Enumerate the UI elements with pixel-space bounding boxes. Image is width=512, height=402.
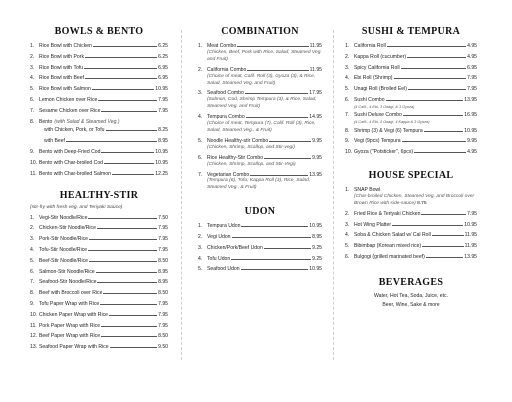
item-price: 8.50 [158, 333, 168, 340]
leader-line [101, 326, 157, 327]
item-name: Sushi Combo [354, 96, 385, 103]
item-price: 17.95 [309, 90, 322, 97]
menu-item: 7. Seafood-Stir Noodle/Rice 8.95 [30, 279, 168, 286]
item-name: Vegi (9pcs) Tempura [354, 138, 401, 145]
item-description: (Chicken, Shrimp, Scallop, and Stir-vegi) [207, 144, 295, 150]
menu-item: 8. Beef with Broccoli over Rice 8.50 [30, 290, 168, 297]
item-price: 10.95 [155, 149, 168, 156]
leader-line [421, 214, 466, 215]
item-description: (Chicken, Beef, Pork with Rice, Salad, Steamed Veg. and Fruit) [207, 49, 322, 62]
menu-item: 10. Chicken Paper Wrap with Rice 7.95 [30, 311, 168, 318]
item-name: Rice Bowl with Tofu [39, 64, 84, 71]
menu-item: 9. Tofu Paper Wrap with Rice 7.95 [30, 300, 168, 307]
menu-item: 1. California Roll 4.95 [345, 43, 477, 49]
section-title-bowls: BOWLS & BENTO [54, 26, 144, 37]
leader-line [414, 152, 466, 153]
item-description: (Chicken, Shrimp, Scallop, and Stir-Vegi) [207, 161, 296, 167]
leader-line [88, 218, 157, 219]
menu-item-snap: 1. SNAP Bowl [345, 187, 381, 194]
item-price: 6.25 [158, 53, 168, 60]
leader-line [394, 78, 467, 79]
leader-line [241, 226, 308, 227]
menu-item-bento-chicken: with Chicken, Pork, or Tofu 8.25 [44, 127, 168, 134]
item-name: Noodle Healthy-stir Combo [207, 137, 269, 144]
menu-item: 2. Kappa Roll (cucumber) 4.95 [345, 53, 477, 60]
leader-line [110, 347, 158, 348]
item-price: 4.95 [467, 53, 477, 60]
menu-item: 3. Rice Bowl with Tofu 6.95 [30, 64, 168, 71]
item-price: 6.95 [158, 75, 168, 82]
item-price: 9.95 [312, 154, 322, 161]
leader-line [89, 261, 157, 262]
menu-item: 2. Chicken-Stir Noodle/Rice 7.95 [30, 225, 168, 232]
item-price: 9.25 [312, 255, 322, 262]
leader-line [92, 89, 154, 90]
item-price: 9.25 [312, 244, 322, 251]
item-name: Tempura Udon [207, 223, 241, 230]
menu-item: 2. Rice Bowl with Pork 6.25 [30, 53, 168, 60]
item-price: 7.95 [467, 210, 477, 217]
item-price: 11.95 [464, 232, 477, 239]
item-price: 13.95 [309, 171, 322, 178]
item-name: Soba & Chicken Salad w/ Cal Roll [354, 232, 431, 239]
menu-item: 5. Noodle Healthy-stir Combo 9.95 [198, 137, 322, 144]
item-price: 10.95 [464, 221, 477, 228]
item-price: 7.95 [158, 300, 168, 307]
item-name: California Roll [354, 43, 386, 49]
healthy-note: (stir-fry with fresh veg. and Teriyaki Sauce) [30, 204, 123, 210]
item-name: Spicy California Roll [354, 64, 400, 71]
leader-line [386, 100, 464, 101]
menu-item: 4. Rice Bowl with Beef 6.95 [30, 75, 168, 82]
leader-line [89, 239, 157, 240]
menu-item: 5. Seafood Udon 10.95 [198, 266, 322, 273]
leader-line [101, 336, 157, 337]
udon-list [198, 223, 322, 273]
item-price: 6.95 [467, 64, 477, 71]
leader-line [403, 115, 463, 116]
item-name: Kappa Roll (cucumber) [354, 53, 407, 60]
leader-line [101, 111, 157, 112]
menu-item: 1. Vegi-Stir Noodle/Rice 7.50 [30, 214, 168, 221]
leader-line [88, 250, 157, 251]
sushi-list [345, 43, 477, 156]
leader-line [101, 152, 154, 153]
leader-line [85, 57, 157, 58]
bento-desc: (with Salad & Steamed Veg.) [54, 118, 120, 125]
item-price: 7.95 [158, 322, 168, 329]
menu-item: 1. Tempura Udon 10.95 [198, 223, 322, 230]
beverages-line-1: Water, Hot Tea, Soda, Juice, etc. [374, 292, 448, 299]
leader-line [392, 225, 463, 226]
beverages-line-2: Beer, Wine, Sake & more [382, 301, 440, 308]
column-left [30, 26, 168, 355]
leader-line [109, 315, 157, 316]
item-name: Ebi Roll (Shrimp) [354, 75, 393, 82]
section-title-beverages: BEVERAGES [378, 276, 444, 288]
menu-item: 3. Pork-Stir Noodle/Rice 7.95 [30, 236, 168, 243]
leader-line [269, 141, 311, 142]
leader-line [424, 131, 464, 132]
leader-line [264, 248, 311, 249]
item-name: Chicken Paper Wrap with Rice [39, 311, 108, 318]
leader-line [247, 70, 308, 71]
menu-item: 3. Chicken/Pork/Beef Udon 9.25 [198, 244, 322, 251]
leader-line [231, 259, 311, 260]
item-price: 7.50 [158, 214, 168, 221]
menu-item: 13. Seafood Paper Wrap with Rice 9.50 [30, 344, 168, 351]
item-price: 16.95 [464, 112, 477, 119]
leader-line [97, 228, 157, 229]
leader-line [408, 89, 466, 90]
leader-line [432, 235, 464, 236]
item-description: (Tempura (6), Tofu, Kappa Roll (3), Rice, Salad, Steamed Veg., & Fruit) [207, 178, 311, 191]
menu-item: 3. Hot Wing Platter 10.95 [345, 221, 477, 228]
leader-line [245, 93, 308, 94]
leader-line [402, 141, 466, 142]
combination-list [198, 43, 322, 192]
leader-line [237, 46, 308, 47]
menu-item: 8. Shrimp (3) & Vegi (6) Tempura 10.95 [345, 127, 477, 134]
item-name: Beef with Broccoli over Rice [39, 290, 103, 297]
item-price: 10.95 [155, 159, 168, 166]
menu-item-bento-beef: with Beef 8.95 [44, 138, 168, 145]
leader-line [250, 175, 308, 176]
item-price: 10.95 [309, 266, 322, 273]
leader-line [104, 163, 154, 164]
menu-item: 9. Vegi (9pcs) Tempura 9.95 [345, 138, 477, 145]
column-divider-right [333, 30, 334, 360]
item-price: 7.95 [467, 75, 477, 82]
leader-line [232, 237, 312, 238]
menu-item: 2. Fried Rice & Teriyaki Chicken 7.95 [345, 210, 477, 217]
menu-item: 5. Beef-Stir Noodle/Rice 8.50 [30, 257, 168, 264]
item-name: Gyoza ("Potsticker", 6pcs) [354, 149, 414, 156]
leader-line [93, 46, 157, 47]
menu-item: 9. Bento with Deep-Fried Cod 10.95 [30, 149, 168, 156]
leader-line [422, 246, 464, 247]
leader-line [241, 269, 309, 270]
leader-line [387, 46, 466, 47]
menu-item: 3. Seafood Combo 17.95 [198, 90, 322, 97]
menu-item: 4. Tofu Udon 9.25 [198, 255, 322, 262]
item-name: Pork-Stir Noodle/Rice [39, 236, 88, 243]
healthy-list [30, 215, 168, 351]
leader-line [407, 57, 466, 58]
column-right [345, 26, 477, 310]
item-name: Fried Rice & Teriyaki Chicken [354, 210, 421, 217]
menu-item: 11. Pork Paper Wrap with Rice 7.95 [30, 322, 168, 329]
menu-item: 6. Bulgogi (grilled marinated beef) 13.95 [345, 253, 477, 260]
item-price: 7.95 [467, 86, 477, 93]
menu-item: 3. Spicy California Roll 6.95 [345, 64, 477, 71]
item-price: 7.95 [158, 225, 168, 232]
section-title-udon: UDON [244, 206, 276, 218]
menu-item: 10. Bento with Char-broiled Cod 10.95 [30, 159, 168, 166]
menu-item: 7. Vegetarian Combo 13.95 [198, 171, 322, 178]
menu-item-bento: 8. Bento (with Salad & Steamed Veg.) [30, 118, 120, 125]
item-name: California Combo [207, 66, 247, 73]
item-price: 6.95 [158, 64, 168, 71]
snap-desc: (Char-broiled Chicken, Steamed Veg. and Broccoli over Brown Rice with side-sauce) 8.75 [354, 193, 475, 206]
menu-item: 1. Rice Bowl with Chicken 6.25 [30, 43, 168, 49]
item-price: 10.95 [464, 127, 477, 134]
item-name: Beef-Stir Noodle/Rice [39, 257, 88, 264]
item-description: (4 Calif., 4 Ebi, 3 Onagi, 4 Kappa & 3 Gyoza) [354, 120, 430, 125]
item-price: 7.95 [158, 246, 168, 253]
item-price: 6.25 [158, 43, 168, 49]
section-title-combination: COMBINATION [221, 26, 299, 37]
item-name: Vegi-Stir Noodle/Rice [39, 214, 88, 221]
item-name: Shrimp (3) & Vegi (6) Tempura [354, 127, 423, 134]
item-price: 11.95 [309, 43, 322, 49]
item-price: 4.95 [467, 149, 477, 156]
menu-item: 5. Bibimbap (Korean mixed rice) 11.95 [345, 243, 477, 250]
item-name: Hot Wing Platter [354, 221, 392, 228]
item-price: 4.95 [467, 43, 477, 49]
menu-item: 4. Soba & Chicken Salad w/ Cal Roll 11.95 [345, 232, 477, 239]
leader-line [103, 293, 157, 294]
item-price: 12.25 [155, 170, 168, 177]
menu-item: 10. Gyoza ("Potsticker", 6pcs) 4.95 [345, 149, 477, 156]
item-name: Seafood Paper Wrap with Rice [39, 344, 109, 351]
item-name: Bento with Deep-Fried Cod [39, 149, 101, 156]
item-name: Rice Bowl with Chicken [39, 43, 92, 49]
item-price: 8.95 [158, 279, 168, 286]
menu-item: 7. Sushi Deluxe Combo 16.95 [345, 112, 477, 119]
item-name: Meat Combo [207, 43, 237, 49]
leader-line [426, 257, 463, 258]
item-price: 11.95 [464, 243, 477, 250]
item-price: 10.95 [155, 86, 168, 93]
leader-line [100, 304, 157, 305]
item-name: Beef Paper Wrap with Rice [39, 333, 101, 340]
item-price: 14.95 [309, 114, 322, 121]
item-price: 7.95 [158, 236, 168, 243]
section-title-healthy: HEALTHY-STIR [59, 189, 139, 201]
item-price: 9.50 [158, 344, 168, 351]
item-description: (Choice of meat, Tempura (7), Calif. Roll (3), Rice, Salad, Steamed Veg., & Fruit) [207, 121, 316, 133]
item-name: Bibimbap (Korean mixed rice) [354, 243, 422, 250]
menu-item: 11. Bento with Char-broiled Salmon 12.25 [30, 170, 168, 177]
item-name: Pork Paper Wrap with Rice [39, 322, 101, 329]
item-price: 9.95 [467, 138, 477, 145]
item-name: Tofu Udon [207, 255, 231, 262]
item-description: (4 Calif., 4 Ebi, 3 Onagi, & 3 Gyoza) [354, 104, 415, 109]
menu-item: 6. Salmon-Stir Noodle/Rice 8.95 [30, 268, 168, 275]
menu-item: 2. Vegi Udon 8.95 [198, 234, 322, 241]
item-name: Unagi Roll (Broiled Eel) [354, 86, 407, 93]
section-title-sushi: SUSHI & TEMPURA [361, 26, 461, 37]
item-price: 8.50 [158, 257, 168, 264]
item-price: 7.95 [158, 311, 168, 318]
item-price: 7.95 [158, 107, 168, 114]
leader-line [84, 68, 157, 69]
menu-item: 6. Sushi Combo 13.95 [345, 96, 477, 103]
menu-item: 6. Lemon Chicken over Rice 7.95 [30, 96, 168, 103]
item-name: Lemon Chicken over Rice [39, 96, 98, 103]
item-price: 10.95 [309, 223, 322, 230]
leader-line [264, 158, 311, 159]
bowls-list-2 [30, 149, 168, 178]
item-name: Sesame Chicken over Rice [39, 107, 101, 114]
item-price: 11.95 [309, 66, 322, 73]
item-name: Rice Bowl with Pork [39, 53, 85, 60]
item-price: 13.95 [464, 96, 477, 103]
item-name: Bento with Char-broiled Cod [39, 159, 103, 166]
menu-item: 1. Meat Combo 11.95 [198, 43, 322, 49]
menu-item: 5. Rice Bowl with Salmon 10.95 [30, 86, 168, 93]
menu-item: 12. Beef Paper Wrap with Rice 8.50 [30, 333, 168, 340]
menu-item: 5. Unagi Roll (Broiled Eel) 7.95 [345, 86, 477, 93]
column-middle [198, 26, 322, 277]
item-name: Tofu-Stir Noodle/Rice [39, 246, 88, 253]
leader-line [98, 100, 157, 101]
bowls-list [30, 43, 168, 115]
leader-line [97, 282, 157, 283]
menu-item: 4. Tempura Combo 14.95 [198, 114, 322, 121]
leader-line [96, 272, 157, 273]
item-price: 8.95 [312, 234, 322, 241]
item-description: (Choice of meat, Calif. Roll (3), Gyoza (3), & Rice, Salad, Steamed Veg. and Fruit) [207, 73, 316, 86]
item-price: 13.95 [464, 253, 477, 260]
leader-line [401, 68, 467, 69]
item-price: 8.95 [158, 268, 168, 275]
leader-line [112, 174, 154, 175]
item-name: Bento with Char-broiled Salmon [39, 170, 111, 177]
item-price: 9.95 [312, 137, 322, 144]
item-name: Vegi Udon [207, 234, 231, 241]
item-name: Tofu Paper Wrap with Rice [39, 300, 100, 307]
item-name: Seafood Combo [207, 90, 244, 97]
menu-item: 4. Tofu-Stir Noodle/Rice 7.95 [30, 246, 168, 253]
house-list [345, 187, 477, 261]
item-price: 7.95 [158, 96, 168, 103]
item-name: Rice Healthy-Stir Combo [207, 154, 264, 161]
column-divider-left [181, 30, 182, 360]
menu-item: 2. California Combo 11.95 [198, 66, 322, 73]
item-name: Sushi Deluxe Combo [354, 112, 402, 119]
item-name: Bulgogi (grilled marinated beef) [354, 253, 425, 260]
house-items [345, 211, 477, 261]
item-name: Seafood-Stir Noodle/Rice [39, 279, 97, 286]
leader-line [246, 117, 309, 118]
item-name: Chicken/Pork/Beef Udon [207, 244, 263, 251]
item-name: Rice Bowl with Beef [39, 75, 85, 82]
item-name: Rice Bowl with Salmon [39, 86, 91, 93]
menu-item: 7. Sesame Chicken over Rice 7.95 [30, 107, 168, 114]
item-name: Vegetarian Combo [207, 171, 250, 178]
item-name: Chicken-Stir Noodle/Rice [39, 225, 96, 232]
leader-line [85, 78, 157, 79]
item-name: Seafood Udon [207, 266, 240, 273]
menu-item: 4. Ebi Roll (Shrimp) 7.95 [345, 75, 477, 82]
item-price: 8.50 [158, 290, 168, 297]
item-name: Salmon-Stir Noodle/Rice [39, 268, 95, 275]
item-name: Tempura Combo [207, 114, 245, 121]
item-description: (Salmon, Cod, Shrimp Tempura (3), & Rice, Salad, Steamed Veg. and Fruit) [207, 97, 317, 110]
menu-item: 6. Rice Healthy-Stir Combo 9.95 [198, 154, 322, 161]
section-title-house: HOUSE SPECIAL [368, 170, 454, 182]
